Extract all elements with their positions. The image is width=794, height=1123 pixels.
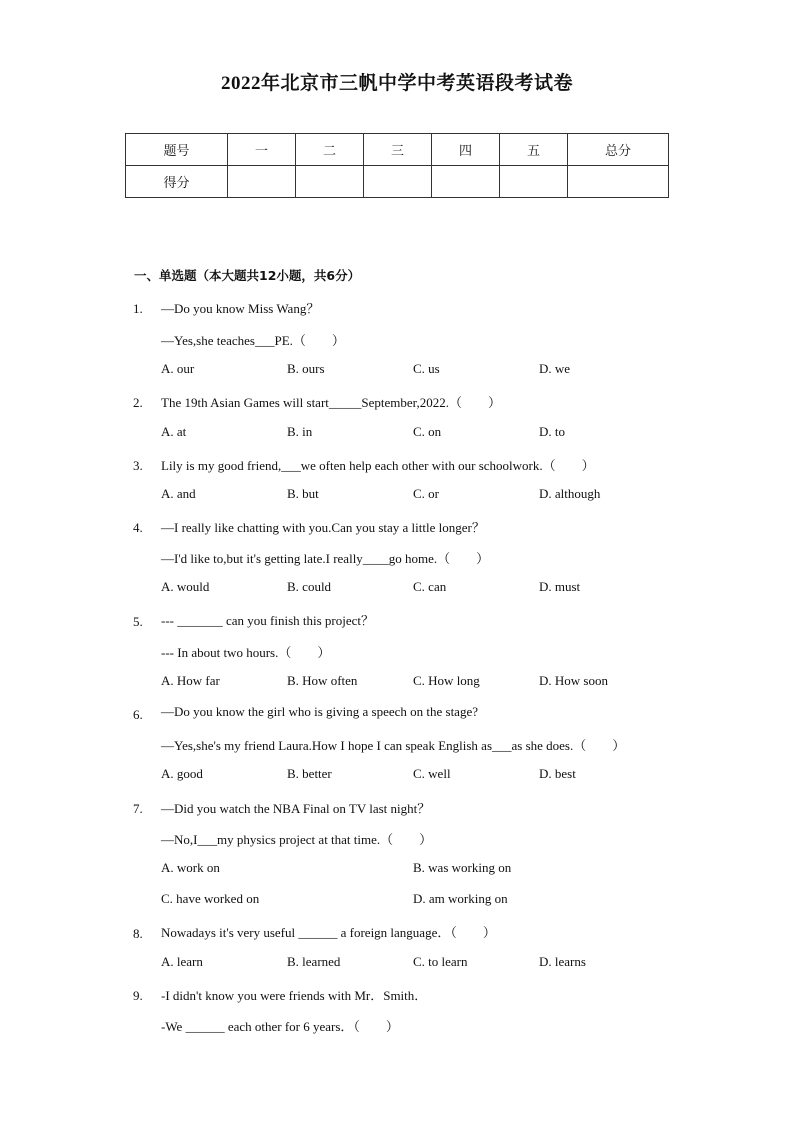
question-line: —No,I___my physics project at that time.（ ） xyxy=(161,832,433,847)
header-cell: 三 xyxy=(364,134,432,166)
header-cell: 四 xyxy=(432,134,500,166)
option-c: C. How long xyxy=(413,673,480,688)
option-d: D. learns xyxy=(539,954,586,969)
score-table-header-row xyxy=(126,134,669,166)
option-b: B. was working on xyxy=(413,860,512,875)
option-a: A. work on xyxy=(161,860,220,875)
question-line: The 19th Asian Games will start_____September,2022.（ ） xyxy=(161,395,501,410)
option-c: C. can xyxy=(413,579,447,594)
option-d: D. How soon xyxy=(539,673,608,688)
option-d: D. am working on xyxy=(413,891,508,906)
question-number: 1. xyxy=(133,301,143,316)
page-title: 2022年北京市三帆中学中考英语段考试卷 xyxy=(220,73,573,94)
option-b: B. could xyxy=(287,579,332,594)
question-number: 4. xyxy=(133,520,143,535)
option-a: A. at xyxy=(161,424,187,439)
question-line: —Yes,she teaches___PE.（ ） xyxy=(161,333,345,348)
option-c: C. us xyxy=(413,361,440,376)
question-line: Nowadays it's very useful ______ a foreign language．（ ） xyxy=(161,925,496,940)
question-line: —I'd like to,but it's getting late.I really____go home.（ ） xyxy=(161,551,490,566)
option-c: C. well xyxy=(413,766,451,781)
question-line: —Yes,she's my friend Laura.How I hope I can speak English as___as she does.（ ） xyxy=(161,738,626,753)
option-a: A. good xyxy=(161,766,203,781)
score-row-label: 得分 xyxy=(126,166,228,198)
score-cell xyxy=(568,166,669,198)
question-line: --- In about two hours.（ ） xyxy=(161,645,331,660)
header-cell: 题号 xyxy=(126,134,228,166)
question-number: 5. xyxy=(133,614,143,629)
section-heading: 一、单选题（本大题共12小题，共6分） xyxy=(134,268,361,283)
question-line: —I really like chatting with you.Can you stay a little longer？ xyxy=(161,520,485,535)
option-b: B. learned xyxy=(287,954,341,969)
score-cell xyxy=(364,166,432,198)
option-d: D. best xyxy=(539,766,576,781)
question-line: Lily is my good friend,___we often help each other with our schoolwork.（ ） xyxy=(161,458,595,473)
question-line: —Do you know Miss Wang？ xyxy=(161,301,320,316)
score-cell xyxy=(432,166,500,198)
option-b: B. but xyxy=(287,486,319,501)
option-d: D. we xyxy=(539,361,571,376)
question-line: -I didn't know you were friends with Mr．Smith． xyxy=(161,988,428,1003)
header-cell: 二 xyxy=(296,134,364,166)
score-cell xyxy=(296,166,364,198)
option-c: C. or xyxy=(413,486,439,501)
question-line: --- _______ can you finish this project？ xyxy=(161,613,375,628)
option-d: D. to xyxy=(539,424,565,439)
header-cell: 五 xyxy=(500,134,568,166)
question-line: —Did you watch the NBA Final on TV last night？ xyxy=(161,801,431,816)
option-d: D. although xyxy=(539,486,601,501)
score-cell xyxy=(228,166,296,198)
option-d: D. must xyxy=(539,579,581,594)
header-cell: 一 xyxy=(228,134,296,166)
option-c: C. on xyxy=(413,424,442,439)
question-number: 2. xyxy=(133,395,143,410)
option-b: B. ours xyxy=(287,361,325,376)
option-a: A. learn xyxy=(161,954,203,969)
option-b: B. How often xyxy=(287,673,358,688)
question-number: 9. xyxy=(133,988,143,1003)
option-b: B. in xyxy=(287,424,313,439)
score-table xyxy=(125,133,669,198)
score-cell xyxy=(500,166,568,198)
option-a: A. our xyxy=(161,361,195,376)
header-cell: 总分 xyxy=(568,134,669,166)
question-number: 6. xyxy=(133,707,143,722)
score-table-score-row xyxy=(126,166,669,198)
question-number: 3. xyxy=(133,458,143,473)
question-line: —Do you know the girl who is giving a speech on the stage? xyxy=(161,704,478,719)
option-b: B. better xyxy=(287,766,332,781)
question-line: -We ______ each other for 6 years．（ ） xyxy=(161,1019,399,1034)
question-number: 8. xyxy=(133,926,143,941)
option-c: C. to learn xyxy=(413,954,468,969)
option-a: A. How far xyxy=(161,673,220,688)
question-number: 7. xyxy=(133,801,143,816)
option-a: A. and xyxy=(161,486,196,501)
option-a: A. would xyxy=(161,579,210,594)
option-c: C. have worked on xyxy=(161,891,260,906)
